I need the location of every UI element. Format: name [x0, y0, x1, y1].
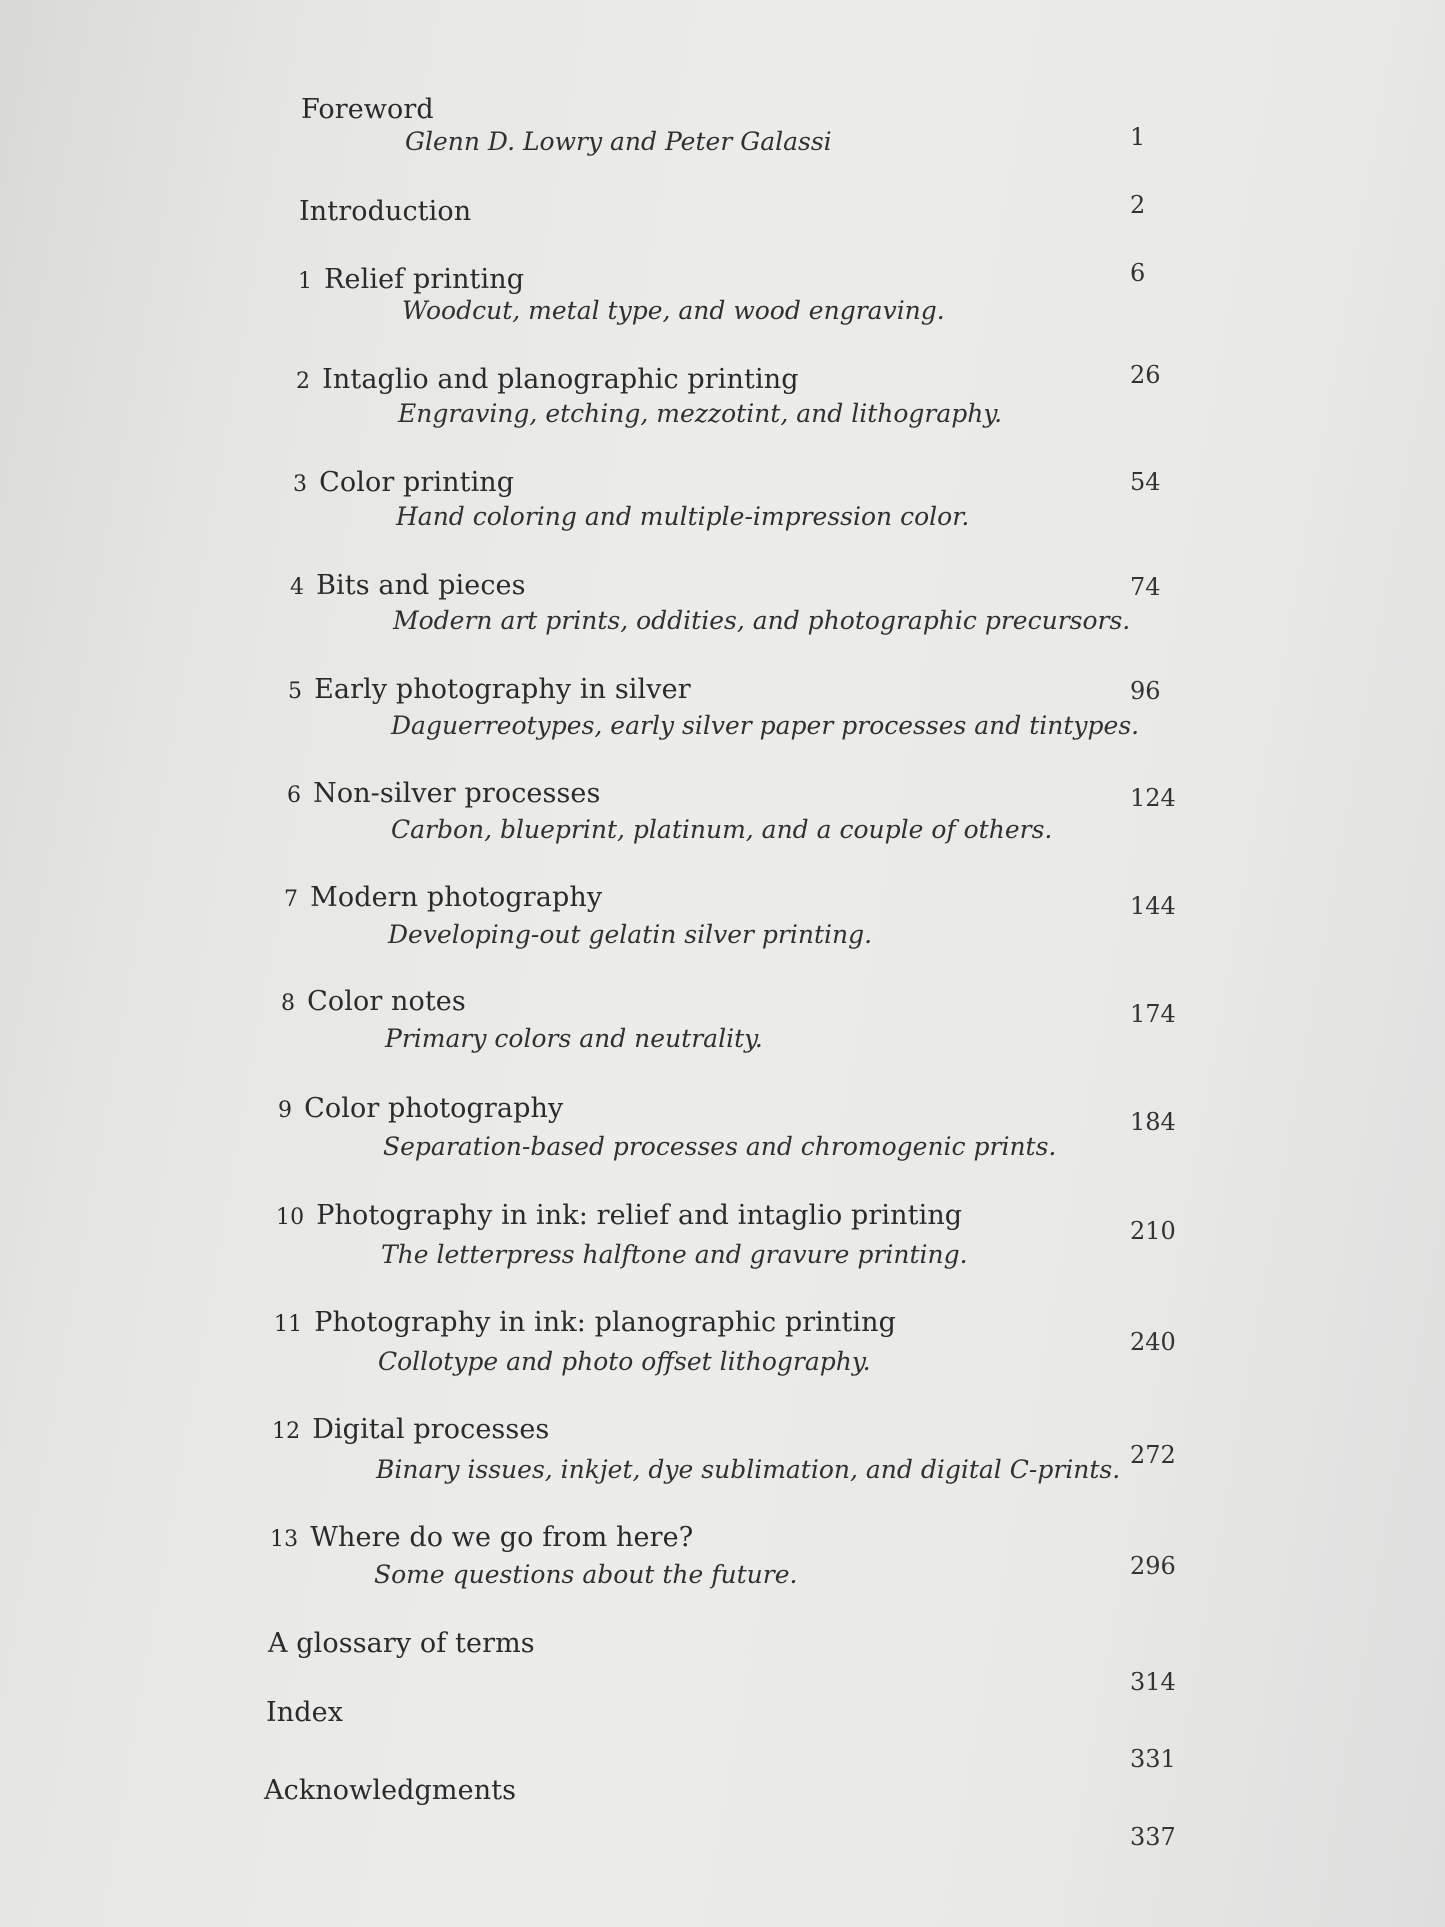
toc-chapter-5-title [288, 674, 691, 708]
chapter-number: 4 [290, 575, 305, 600]
chapter-title: Digital processes [312, 1414, 550, 1445]
toc-chapter-3-page: 54 [1130, 468, 1161, 496]
chapter-title: Color notes [307, 986, 466, 1017]
chapter-number: 11 [274, 1312, 303, 1337]
chapter-title: Modern photography [310, 882, 603, 913]
toc-introduction-page: 2 [1130, 191, 1146, 219]
toc-chapter-4-page: 74 [1130, 573, 1161, 601]
toc-acknowledgments-page: 337 [1130, 1823, 1176, 1851]
chapter-number: 7 [284, 887, 299, 912]
toc-chapter-13-page: 296 [1130, 1552, 1176, 1580]
chapter-title: Photography in ink: relief and intaglio printing [316, 1200, 963, 1231]
toc-chapter-10-subtitle: The letterpress halftone and gravure printing. [381, 1240, 968, 1269]
toc-chapter-2-subtitle: Engraving, etching, mezzotint, and lithography. [398, 399, 1003, 428]
toc-chapter-3-subtitle: Hand coloring and multiple-impression color. [396, 502, 970, 531]
toc-acknowledgments-title: Acknowledgments [264, 1775, 517, 1806]
toc-chapter-9-subtitle: Separation-based processes and chromogenic prints. [383, 1132, 1057, 1161]
toc-chapter-7-subtitle: Developing-out gelatin silver printing. [388, 920, 873, 949]
chapter-title: Non-silver processes [313, 778, 601, 809]
chapter-number: 10 [276, 1205, 305, 1230]
chapter-title: Color printing [319, 467, 515, 498]
toc-chapter-12-page: 272 [1130, 1441, 1176, 1469]
chapter-title: Photography in ink: planographic printing [314, 1307, 897, 1338]
chapter-number: 1 [298, 269, 313, 294]
toc-chapter-13-subtitle: Some questions about the future. [374, 1560, 798, 1589]
chapter-number: 5 [288, 679, 303, 704]
toc-chapter-12-title [272, 1414, 549, 1448]
chapter-title: Where do we go from here? [310, 1522, 694, 1553]
toc-chapter-11-title [274, 1307, 896, 1341]
toc-chapter-5-subtitle: Daguerreotypes, early silver paper processes and tintypes. [391, 711, 1140, 740]
toc-chapter-1-subtitle: Woodcut, metal type, and wood engraving. [402, 296, 945, 325]
toc-chapter-8-title [281, 986, 466, 1020]
toc-foreword-title: Foreword [301, 94, 434, 125]
toc-index-page: 331 [1130, 1745, 1176, 1773]
toc-chapter-13-title [270, 1522, 693, 1556]
toc-chapter-2-title [296, 364, 799, 398]
toc-chapter-4-title [290, 570, 526, 604]
chapter-title: Relief printing [324, 264, 525, 295]
toc-chapter-6-subtitle: Carbon, blueprint, platinum, and a couple of others. [391, 815, 1053, 844]
toc-chapter-1-page: 6 [1130, 259, 1146, 287]
chapter-number: 3 [293, 472, 308, 497]
toc-glossary-page: 314 [1130, 1668, 1176, 1696]
chapter-number: 12 [272, 1419, 301, 1444]
toc-chapter-4-subtitle: Modern art prints, oddities, and photographic precursors. [393, 606, 1131, 635]
toc-foreword-page: 1 [1130, 123, 1146, 151]
toc-chapter-8-page: 174 [1130, 1000, 1176, 1028]
chapter-number: 9 [278, 1098, 293, 1123]
toc-glossary-title: A glossary of terms [268, 1628, 535, 1659]
toc-chapter-9-page: 184 [1130, 1108, 1176, 1136]
toc-chapter-5-page: 96 [1130, 677, 1161, 705]
toc-chapter-8-subtitle: Primary colors and neutrality. [385, 1024, 763, 1053]
toc-index-title: Index [266, 1697, 344, 1728]
toc-chapter-9-title [278, 1093, 563, 1127]
toc-chapter-11-subtitle: Collotype and photo offset lithography. [378, 1347, 871, 1376]
chapter-number: 8 [281, 991, 296, 1016]
chapter-number: 2 [296, 369, 311, 394]
toc-chapter-6-title [287, 778, 600, 812]
chapter-number: 6 [287, 783, 302, 808]
toc-chapter-7-title [284, 882, 602, 916]
toc-chapter-3-title [293, 467, 514, 501]
chapter-title: Bits and pieces [316, 570, 526, 601]
toc-chapter-10-title [276, 1200, 962, 1234]
chapter-title: Early photography in silver [314, 674, 691, 705]
toc-chapter-1-title [298, 264, 524, 298]
toc-chapter-10-page: 210 [1130, 1217, 1176, 1245]
chapter-number: 13 [270, 1527, 299, 1552]
chapter-title: Intaglio and planographic printing [322, 364, 799, 395]
chapter-title: Color photography [304, 1093, 564, 1124]
toc-chapter-2-page: 26 [1130, 361, 1161, 389]
toc-foreword-authors: Glenn D. Lowry and Peter Galassi [405, 127, 832, 156]
toc-chapter-6-page: 124 [1130, 784, 1176, 812]
toc-chapter-12-subtitle: Binary issues, inkjet, dye sublimation, and digital C-prints. [376, 1455, 1121, 1484]
toc-chapter-11-page: 240 [1130, 1328, 1176, 1356]
toc-chapter-7-page: 144 [1130, 892, 1176, 920]
toc-introduction-title: Introduction [299, 196, 472, 227]
